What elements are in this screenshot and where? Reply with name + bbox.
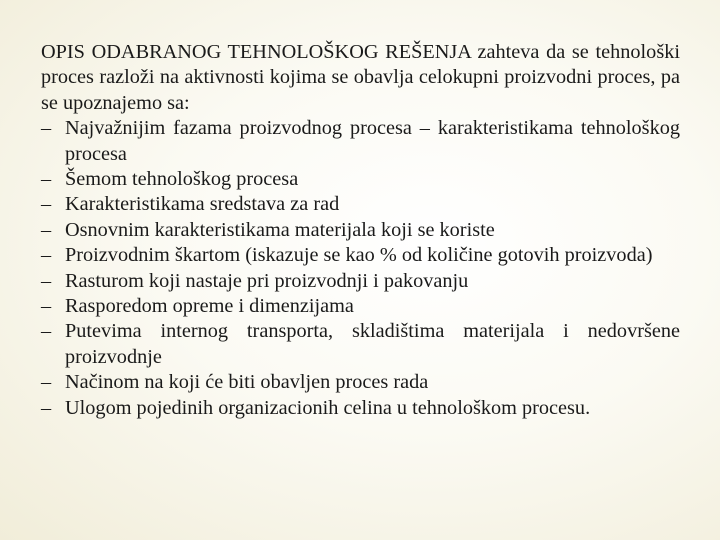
- list-item: [41, 167, 680, 192]
- slide-heading: OPIS ODABRANOG TEHNOLOŠKOG REŠENJA: [41, 41, 471, 63]
- list-item-text: Osnovnim karakteristikama materijala koji se koriste: [65, 218, 495, 241]
- list-item: [41, 319, 680, 370]
- list-item: [41, 218, 680, 243]
- list-item-text: Rasturom koji nastaje pri proizvodnji i pakovanju: [65, 269, 469, 292]
- bullet-dash: –: [41, 244, 52, 267]
- bullet-dash: –: [41, 371, 52, 394]
- bullet-dash: –: [41, 218, 52, 241]
- list-item-text: Ulogom pojedinih organizacionih celina u tehnološkom procesu.: [65, 396, 591, 419]
- bullet-dash: –: [41, 117, 52, 140]
- list-item: [41, 192, 680, 217]
- list-item-text: Karakteristikama sredstava za rad: [65, 193, 340, 216]
- list-item: [41, 243, 680, 268]
- list-item: [41, 116, 680, 167]
- bullet-dash: –: [41, 320, 52, 343]
- list-item-text: Šemom tehnološkog procesa: [65, 168, 299, 191]
- bullet-dash: –: [41, 295, 52, 318]
- list-item: [41, 396, 680, 421]
- bullet-dash: –: [41, 396, 52, 419]
- bullet-dash: –: [41, 269, 52, 292]
- list-item: [41, 269, 680, 294]
- list-item-text: Proizvodnim škartom (iskazuje se kao % od količine gotovih proizvoda): [65, 244, 653, 267]
- list-item-text: Najvažnijim fazama proizvodnog procesa – karakteristikama tehnološkog procesa: [65, 117, 680, 165]
- intro-text: zahteva da se tehnološki proces razloži na aktivnosti kojima se obavlja celokupni proizvodni proces, pa se upoznajemo sa:: [41, 41, 680, 114]
- list-item: [41, 294, 680, 319]
- bullet-list: [41, 116, 680, 421]
- list-item: [41, 370, 680, 395]
- bullet-dash: –: [41, 193, 52, 216]
- slide-content: [41, 40, 680, 421]
- intro-paragraph: [41, 40, 680, 116]
- list-item-text: Rasporedom opreme i dimenzijama: [65, 295, 354, 318]
- list-item-text: Putevima internog transporta, skladištima materijala i nedovršene proizvodnje: [65, 320, 680, 368]
- bullet-dash: –: [41, 168, 52, 191]
- list-item-text: Načinom na koji će biti obavljen proces rada: [65, 371, 429, 394]
